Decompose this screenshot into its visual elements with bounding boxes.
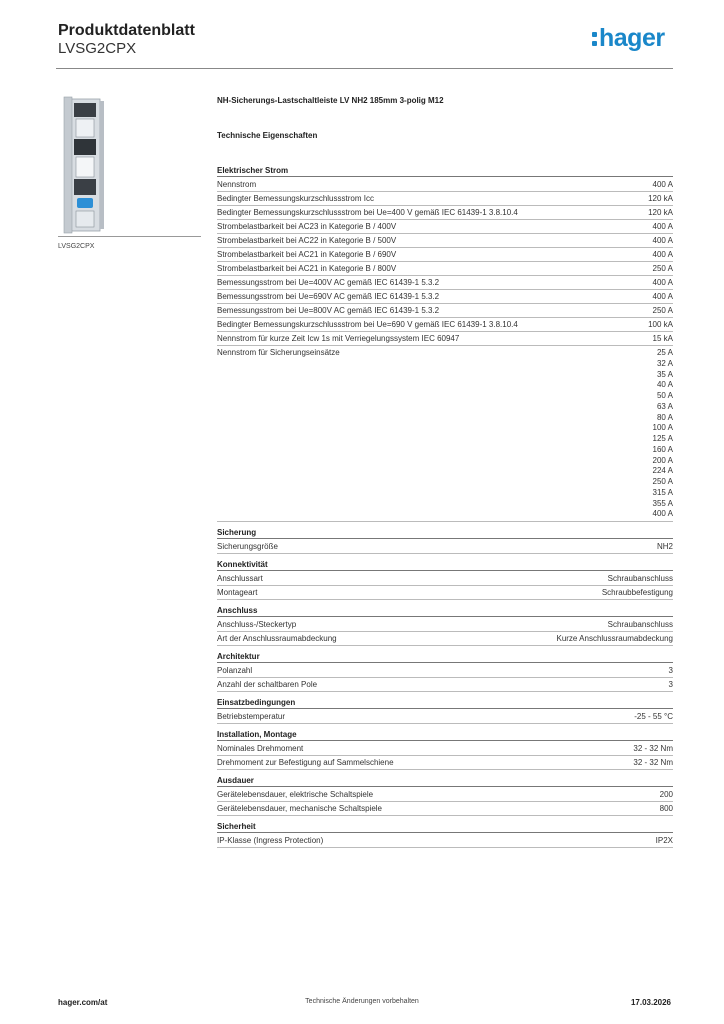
logo-colon-icon xyxy=(592,30,598,47)
spec-value: 100 A xyxy=(652,423,673,433)
footer-website: hager.com/at xyxy=(58,998,108,1007)
spec-row xyxy=(217,572,673,586)
spec-row xyxy=(217,834,673,848)
spec-group xyxy=(217,528,673,554)
spec-value: 40 A xyxy=(656,380,673,390)
spec-row xyxy=(217,304,673,318)
spec-label: Gerätelebensdauer, elektrische Schaltspiele xyxy=(217,790,374,799)
spec-row xyxy=(217,318,673,332)
spec-value: 250 A xyxy=(652,306,673,315)
spec-label: Anschlussart xyxy=(217,574,263,583)
spec-value: Kurze Anschlussraumabdeckung xyxy=(556,634,673,643)
spec-group-title: Konnektivität xyxy=(217,560,673,571)
spec-group-title: Elektrischer Strom xyxy=(217,166,673,177)
spec-label: Bemessungsstrom bei Ue=800V AC gemäß IEC 61439-1 5.3.2 xyxy=(217,306,440,315)
spec-label: Art der Anschlussraumabdeckung xyxy=(217,634,337,643)
spec-label: Nennstrom für Sicherungseinsätze xyxy=(217,348,340,357)
spec-label: Nennstrom xyxy=(217,180,257,189)
spec-row xyxy=(217,262,673,276)
spec-value: 120 kA xyxy=(648,194,673,203)
spec-value: 400 A xyxy=(652,278,673,287)
spec-value: 200 A xyxy=(652,455,673,465)
spec-label: Bedingter Bemessungskurzschlussstrom Icc xyxy=(217,194,374,203)
spec-label: Strombelastbarkeit bei AC21 in Kategorie B / 690V xyxy=(217,250,397,259)
spec-label: Polanzahl xyxy=(217,666,253,675)
product-image xyxy=(58,95,201,237)
spec-group-title: Einsatzbedingungen xyxy=(217,698,673,709)
spec-value: 15 kA xyxy=(652,334,673,343)
spec-value: 3 xyxy=(668,666,673,675)
spec-row xyxy=(217,206,673,220)
spec-group-title: Sicherheit xyxy=(217,822,673,833)
spec-row xyxy=(217,178,673,192)
spec-row xyxy=(217,290,673,304)
spec-value: 800 xyxy=(659,804,673,813)
spec-value: 250 A xyxy=(652,264,673,273)
spec-value: 400 A xyxy=(652,222,673,231)
spec-value: 32 - 32 Nm xyxy=(633,758,673,767)
spec-row xyxy=(217,664,673,678)
spec-row xyxy=(217,756,673,770)
document-title: Produktdatenblatt xyxy=(58,22,195,39)
spec-label: Gerätelebensdauer, mechanische Schaltspiele xyxy=(217,804,382,813)
spec-group xyxy=(217,776,673,816)
spec-value: 355 A xyxy=(652,498,673,508)
spec-row xyxy=(217,234,673,248)
spec-value: 32 - 32 Nm xyxy=(633,744,673,753)
spec-group xyxy=(217,822,673,848)
spec-row xyxy=(217,788,673,802)
spec-value: 100 kA xyxy=(648,320,673,329)
spec-label: Strombelastbarkeit bei AC22 in Kategorie B / 500V xyxy=(217,236,397,245)
spec-group-title: Sicherung xyxy=(217,528,673,539)
spec-label: Nominales Drehmoment xyxy=(217,744,304,753)
spec-row xyxy=(217,618,673,632)
spec-label: Bemessungsstrom bei Ue=690V AC gemäß IEC 61439-1 5.3.2 xyxy=(217,292,440,301)
spec-value: Schraubanschluss xyxy=(607,620,673,629)
spec-value: 25 A xyxy=(656,348,673,357)
spec-groups xyxy=(217,166,673,848)
spec-value: 160 A xyxy=(652,444,673,454)
spec-row xyxy=(217,332,673,346)
product-title: NH-Sicherungs-Lastschaltleiste LV NH2 185mm 3-polig M12 xyxy=(217,96,444,105)
spec-value: 120 kA xyxy=(648,208,673,217)
spec-label: Anschluss-/Steckertyp xyxy=(217,620,297,629)
spec-group-title: Architektur xyxy=(217,652,673,663)
spec-group xyxy=(217,698,673,724)
spec-group-title: Ausdauer xyxy=(217,776,673,787)
spec-value: 400 A xyxy=(652,292,673,301)
footer-date: 17.03.2026 xyxy=(630,998,671,1007)
spec-value: 224 A xyxy=(652,466,673,476)
spec-value: NH2 xyxy=(656,542,673,551)
spec-group xyxy=(217,166,673,522)
spec-row xyxy=(217,710,673,724)
spec-row xyxy=(217,632,673,646)
image-caption: LVSG2CPX xyxy=(58,243,95,250)
spec-value: 400 A xyxy=(652,236,673,245)
spec-group-title: Anschluss xyxy=(217,606,673,617)
spec-value: 50 A xyxy=(656,391,673,400)
spec-row xyxy=(217,678,673,692)
spec-value: IP2X xyxy=(655,836,673,845)
spec-label: Nennstrom für kurze Zeit Icw 1s mit Verriegelungssystem IEC 60947 xyxy=(217,334,460,343)
spec-value: 400 A xyxy=(652,250,673,259)
spec-value: 250 A xyxy=(652,477,673,486)
spec-label: Bedingter Bemessungskurzschlussstrom bei Ue=690 V gemäß IEC 61439-1 3.8.10.4 xyxy=(217,320,518,329)
spec-value: 400 A xyxy=(652,180,673,189)
spec-row xyxy=(217,742,673,756)
spec-label: Bedingter Bemessungskurzschlussstrom bei Ue=400 V gemäß IEC 61439-1 3.8.10.4 xyxy=(217,208,518,217)
spec-label: Sicherungsgröße xyxy=(217,542,278,551)
spec-value: 400 A xyxy=(652,509,673,519)
spec-row xyxy=(217,540,673,554)
spec-group xyxy=(217,560,673,600)
document-subtitle: LVSG2CPX xyxy=(58,40,137,57)
section-title: Technische Eigenschaften xyxy=(217,131,318,140)
spec-row xyxy=(217,192,673,206)
spec-content xyxy=(217,96,673,854)
fuse-switch-illustration xyxy=(58,95,201,236)
spec-label: IP-Klasse (Ingress Protection) xyxy=(217,836,324,845)
spec-value: 80 A xyxy=(656,412,673,422)
logo-text: hager xyxy=(599,24,665,52)
spec-label: Montageart xyxy=(217,588,258,597)
spec-value-list xyxy=(653,348,673,520)
spec-label: Bemessungsstrom bei Ue=400V AC gemäß IEC 61439-1 5.3.2 xyxy=(217,278,440,287)
spec-value: Schraubanschluss xyxy=(607,574,673,583)
spec-row xyxy=(217,220,673,234)
spec-value: -25 - 55 °C xyxy=(634,712,673,721)
spec-label: Drehmoment zur Befestigung auf Sammelschiene xyxy=(217,758,394,767)
footer-note: Technische Änderungen vorbehalten xyxy=(305,998,419,1005)
spec-label: Strombelastbarkeit bei AC21 in Kategorie B / 800V xyxy=(217,264,397,273)
spec-value: 125 A xyxy=(652,434,673,443)
spec-value: 315 A xyxy=(652,487,673,497)
spec-label: Strombelastbarkeit bei AC23 in Kategorie B / 400V xyxy=(217,222,397,231)
header-rule xyxy=(56,68,673,69)
spec-value: 3 xyxy=(668,680,673,689)
spec-value: 35 A xyxy=(656,369,673,379)
spec-row xyxy=(217,248,673,262)
spec-value: Schraubbefestigung xyxy=(601,588,673,597)
spec-value: 63 A xyxy=(656,401,673,411)
spec-label: Betriebstemperatur xyxy=(217,712,286,721)
spec-row xyxy=(217,586,673,600)
spec-group xyxy=(217,606,673,646)
spec-group-title: Installation, Montage xyxy=(217,730,673,741)
spec-row xyxy=(217,276,673,290)
spec-row xyxy=(217,346,673,522)
spec-value: 32 A xyxy=(656,358,673,368)
spec-group xyxy=(217,730,673,770)
hager-logo xyxy=(592,26,665,51)
spec-group xyxy=(217,652,673,692)
spec-value: 200 xyxy=(659,790,673,799)
spec-label: Anzahl der schaltbaren Pole xyxy=(217,680,318,689)
spec-row xyxy=(217,802,673,816)
